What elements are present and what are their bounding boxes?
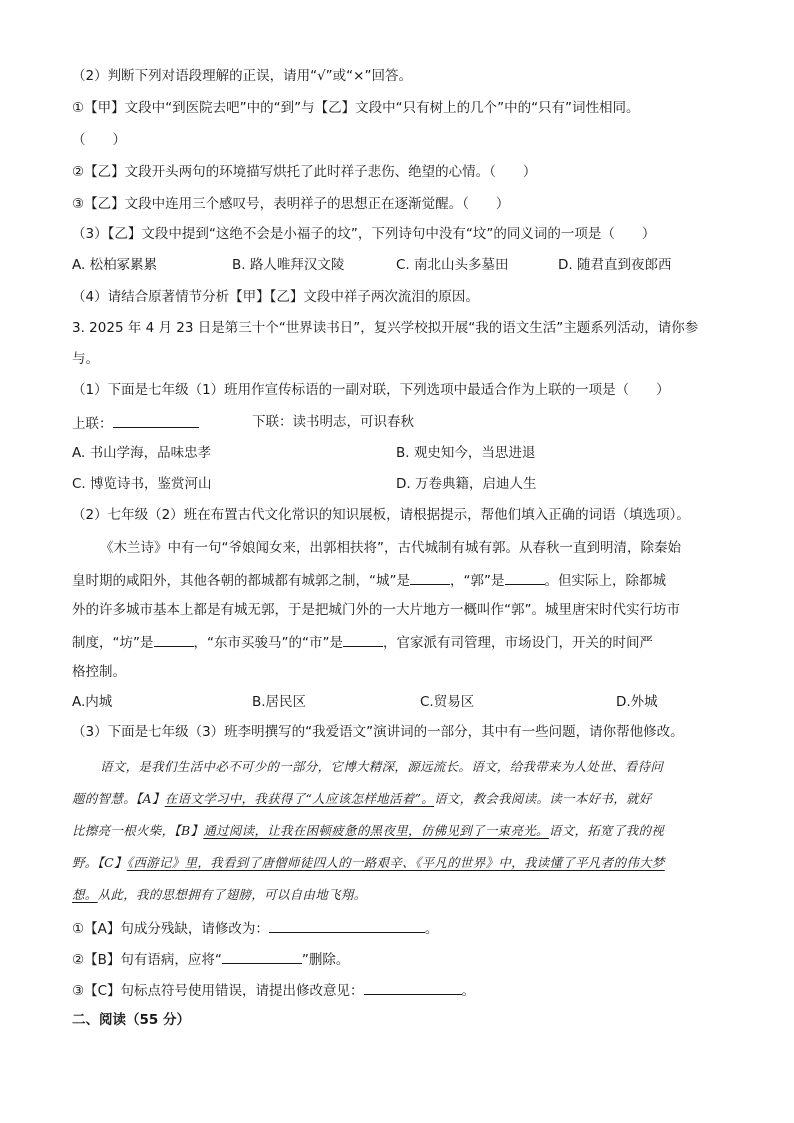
speech-sentence-a: 在语文学习中，我获得了“人应该怎样地活着”。 (164, 791, 435, 806)
fix-c-blank[interactable] (364, 980, 462, 995)
q2-item3: ③【乙】文段中连用三个感叹号，表明祥子的思想正在逐渐觉醒。（ ） (72, 196, 510, 212)
blank-fang[interactable] (154, 632, 194, 647)
q2-sub3-title: （3）【乙】文段中提到“这绝不会是小福子的坟”，下列诗句中没有“坟”的同义词的一项是（ ） (72, 226, 656, 242)
fix-b: ②【B】句有语病，应将“ ”删除。 (72, 949, 349, 969)
q3-sub1-option-c: C. 博览诗书，鉴赏河山 (72, 476, 212, 492)
passage-line2: 皇时期的咸阳外，其他各朝的都城都有城郭之制，“城”是 ，“郭”是 。但实际上，除都城 (72, 570, 666, 590)
q3-sub2-option-d: D.外城 (616, 694, 658, 710)
speech-line5: 想。从此，我的思想拥有了翅膀，可以自由地飞翔。 (72, 887, 367, 902)
speech-sentence-c-end: 想。 (72, 887, 98, 902)
blank-guo[interactable] (505, 570, 545, 585)
speech-line1: 语文，是我们生活中必不可少的一部分，它博大精深，源远流长。语文，给我带来为人处世、看待问 (100, 759, 664, 774)
q3-upper-couplet (72, 413, 199, 433)
speech-line3: 比擦亮一根火柴，【B】通过阅读，让我在困顿疲惫的黑夜里，仿佛见到了一束亮光。语文，拓宽了我的视 (72, 823, 665, 838)
q3-sub3-title: （3）下面是七年级（3）班李明撰写的“我爱语文”演讲词的一部分，其中有一些问题，请你帮他修改。 (72, 724, 684, 740)
q2-item2: ②【乙】文段开头两句的环境描写烘托了此时祥子悲伤、绝望的心情。（ ） (72, 164, 537, 180)
passage-line1: 《木兰诗》中有一句“爷娘闻女来，出郭相扶将”，古代城制有城有郭。从春秋一直到明清，除秦始 (100, 540, 681, 556)
blank-shi[interactable] (343, 632, 383, 647)
q3-lower-couplet: 下联：读书明志，可识春秋 (252, 414, 414, 430)
q2-sub3-option-a: A. 松柏冢累累 (72, 257, 158, 273)
fix-a: ①【A】句成分残缺，请修改为： 。 (72, 918, 438, 938)
q3-intro-line1: 3. 2025 年 4 月 23 日是第三十个“世界读书日”，复兴学校拟开展“我的语文生活”主题系列活动，请你参 (72, 320, 699, 336)
blank-cheng[interactable] (410, 570, 450, 585)
passage-line3: 外的许多城市基本上都是有城无郭，于是把城门外的一大片地方一概叫作“郭”。城里唐宋时代实行坊市 (72, 602, 680, 618)
q2-sub3-option-d: D. 随君直到夜郎西 (558, 257, 672, 273)
q2-sub2-title: （2）判断下列对语段理解的正误，请用“√”或“×”回答。 (72, 68, 412, 84)
q2-sub4: （4）请结合原著情节分析【甲】【乙】文段中祥子两次流泪的原因。 (72, 289, 479, 305)
upper-couplet-blank[interactable] (113, 413, 199, 428)
passage-line4: 制度，“坊”是 ，“东市买骏马”的“市”是 ，官家派有司管理，市场设门，开关的时间严 (72, 632, 653, 652)
speech-sentence-c: 《西游记》里，我看到了唐僧师徒四人的一路艰辛、《平凡的世界》中，我读懂了平凡者的伟大梦 (126, 855, 665, 870)
fix-c: ③【C】句标点符号使用错误，请提出修改意见： 。 (72, 980, 475, 1000)
speech-line2: 题的智慧。【A】在语文学习中，我获得了“人应该怎样地活着”。语文，教会我阅读。读一本好书，就好 (72, 791, 652, 806)
q3-sub2-option-a: A.内城 (72, 694, 113, 710)
speech-sentence-b: 通过阅读，让我在困顿疲惫的黑夜里，仿佛见到了一束亮光。 (203, 823, 549, 838)
q2-item1-answer-paren: （ ） (72, 132, 126, 148)
q3-sub2-option-c: C.贸易区 (420, 694, 475, 710)
q3-sub1-option-a: A. 书山学海，品味忠孝 (72, 445, 212, 461)
q2-item1: ①【甲】文段中“到医院去吧”中的“到”与【乙】文段中“只有树上的几个”中的“只有”词性相同。 (72, 100, 640, 116)
fix-b-blank[interactable] (222, 949, 302, 964)
section-2-heading: 二、阅读（55 分） (72, 1012, 190, 1028)
speech-line4: 野。【C】《西游记》里，我看到了唐僧师徒四人的一路艰辛、《平凡的世界》中，我读懂了平凡者的伟大梦 (72, 855, 665, 870)
q2-sub3-option-b: B. 路人唯拜汉文陵 (232, 257, 345, 273)
passage-line5: 格控制。 (72, 664, 126, 680)
q3-sub1-option-d: D. 万卷典籍，启迪人生 (396, 476, 537, 492)
fix-a-blank[interactable] (269, 918, 425, 933)
q3-sub1-title: （1）下面是七年级（1）班用作宣传标语的一副对联，下列选项中最适合作为上联的一项是（ ） (72, 382, 670, 398)
q3-sub2-option-b: B.居民区 (252, 694, 307, 710)
q2-sub3-option-c: C. 南北山头多墓田 (396, 257, 509, 273)
upper-couplet-label: 上联： (72, 416, 113, 432)
q3-sub1-option-b: B. 观史知今，当思进退 (396, 445, 536, 461)
q3-intro-line2: 与。 (72, 351, 99, 367)
q3-sub2-title: （2）七年级（2）班在布置古代文化常识的知识展板，请根据提示，帮他们填入正确的词语（填选项）。 (72, 507, 690, 523)
